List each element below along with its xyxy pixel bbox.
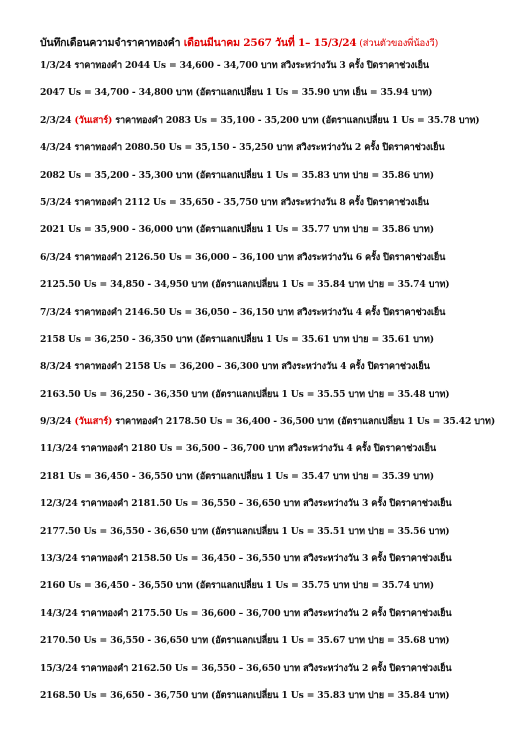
record-line [40,279,510,306]
record-text: 2160 Us = 36,450 - 36,550 บาท (อัตราแลกเปลี่ยน 1 Us = 35.75 บาท บ่าย = 35.74 บาท) [40,580,434,592]
record-text: 2181 Us = 36,450 - 36,550 บาท (อัตราแลกเปลี่ยน 1 Us = 35.47 บาท บ่าย = 35.39 บาท) [40,470,434,482]
record-date: 9/3/24 [40,416,75,428]
record-text: 1/3/24 ราคาทองคำ 2044 Us = 34,600 - 34,700 บาท สวิงระหว่างวัน 3 ครั้ง ปิดราคาช่วงเย็น [40,60,429,71]
document-body [40,34,510,717]
record-text: 2163.50 Us = 36,250 - 36,350 บาท (อัตราแลกเปลี่ยน 1 Us = 35.55 บาท บ่าย = 35.48 บาท) [40,388,450,400]
record-line [40,553,510,580]
record-line [40,115,510,142]
record-text: 2047 Us = 34,700 - 34,800 บาท (อัตราแลกเปลี่ยน 1 Us = 35.90 บาท เย็น = 35.94 บาท) [40,87,433,99]
saturday-label: (วันเสาร์) [74,114,113,126]
record-text: 2125.50 Us = 34,850 - 34,950 บาท (อัตราแลกเปลี่ยน 1 Us = 35.84 บาท บ่าย = 35.74 บาท) [40,279,450,291]
record-line [40,608,510,635]
record-text: 5/3/24 ราคาทองคำ 2112 Us = 35,650 - 35,750 บาท สวิงระหว่างวัน 8 ครั้ง ปิดราคาช่วงเย็น [40,196,429,208]
title-prefix: บันทึกเดือนความจำราคาทองคำ [40,37,184,49]
record-line [40,224,510,251]
record-text: ราคาทองคำ 2178.50 Us = 36,400 - 36,500 บาท (อัตราแลกเปลี่ยน 1 Us = 35.42 บาท) [112,416,496,428]
record-text: 2082 Us = 35,200 - 35,300 บาท (อัตราแลกเปลี่ยน 1 Us = 35.83 บาท บ่าย = 35.86 บาท) [40,169,434,181]
record-text: 14/3/24 ราคาทองคำ 2175.50 Us = 36,600 – 36,700 บาท สวิงระหว่างวัน 2 ครั้ง ปิดราคาช่วงเย็น [40,607,452,619]
saturday-label: (วันเสาร์) [74,416,113,428]
record-text: 2170.50 Us = 36,550 - 36,650 บาท (อัตราแลกเปลี่ยน 1 Us = 35.67 บาท บ่าย = 35.68 บาท) [40,635,450,647]
record-line [40,498,510,525]
page-title [40,34,510,51]
record-line [40,389,510,416]
record-text: 2168.50 Us = 36,650 - 36,750 บาท (อัตราแลกเปลี่ยน 1 Us = 35.83 บาท บ่าย = 35.84 บาท) [40,689,450,701]
record-line [40,307,510,334]
record-line [40,361,510,388]
record-line [40,635,510,662]
record-text: 8/3/24 ราคาทองคำ 2158 Us = 36,200 – 36,300 บาท สวิงระหว่างวัน 4 ครั้ง ปิดราคาช่วงเย็น [40,361,430,373]
title-highlight: เดือนมีนาคม 2567 วันที่ 1– 15/3/24 [183,37,357,49]
record-line [40,526,510,553]
record-text: 2158 Us = 36,250 - 36,350 บาท (อัตราแลกเปลี่ยน 1 Us = 35.61 บาท บ่าย = 35.61 บาท) [40,333,434,345]
record-text: 2021 Us = 35,900 - 36,000 บาท (อัตราแลกเปลี่ยน 1 Us = 35.77 บาท บ่าย = 35.86 บาท) [40,224,434,236]
record-line [40,416,510,443]
record-line [40,471,510,498]
record-line [40,443,510,470]
record-line [40,663,510,690]
record-line [40,142,510,169]
record-text: 13/3/24 ราคาทองคำ 2158.50 Us = 36,450 – 36,550 บาท สวิงระหว่างวัน 3 ครั้ง ปิดราคาช่วงเย็น [40,553,452,565]
title-note: (ส่วนตัวของพี่น้องวี) [356,38,439,49]
record-line [40,690,510,717]
record-text: ราคาทองคำ 2083 Us = 35,100 - 35,200 บาท (อัตราแลกเปลี่ยน 1 Us = 35.78 บาท) [112,114,480,126]
record-line [40,197,510,224]
record-text: 4/3/24 ราคาทองคำ 2080.50 Us = 35,150 - 35,250 บาท สวิงระหว่างวัน 2 ครั้ง ปิดราคาช่วงเย็น [40,142,445,154]
record-text: 2177.50 Us = 36,550 - 36,650 บาท (อัตราแลกเปลี่ยน 1 Us = 35.51 บาท บ่าย = 35.56 บาท) [40,525,450,537]
record-line [40,334,510,361]
record-line [40,252,510,279]
record-list [40,60,510,717]
record-text: 11/3/24 ราคาทองคำ 2180 Us = 36,500 – 36,700 บาท สวิงระหว่างวัน 4 ครั้ง ปิดราคาช่วงเย็น [40,443,436,455]
record-line [40,87,510,114]
record-text: 12/3/24 ราคาทองคำ 2181.50 Us = 36,550 – 36,650 บาท สวิงระหว่างวัน 3 ครั้ง ปิดราคาช่วงเย็น [40,498,452,510]
record-line [40,60,510,87]
record-date: 2/3/24 [40,114,75,126]
record-text: 6/3/24 ราคาทองคำ 2126.50 Us = 36,000 – 36,100 บาท สวิงระหว่างวัน 6 ครั้ง ปิดราคาช่วงเย็น [40,251,446,263]
record-text: 15/3/24 ราคาทองคำ 2162.50 Us = 36,550 – 36,650 บาท สวิงระหว่างวัน 2 ครั้ง ปิดราคาช่วงเย็น [40,662,452,674]
record-text: 7/3/24 ราคาทองคำ 2146.50 Us = 36,050 – 36,150 บาท สวิงระหว่างวัน 4 ครั้ง ปิดราคาช่วงเย็น [40,306,446,318]
record-line [40,580,510,607]
record-line [40,170,510,197]
